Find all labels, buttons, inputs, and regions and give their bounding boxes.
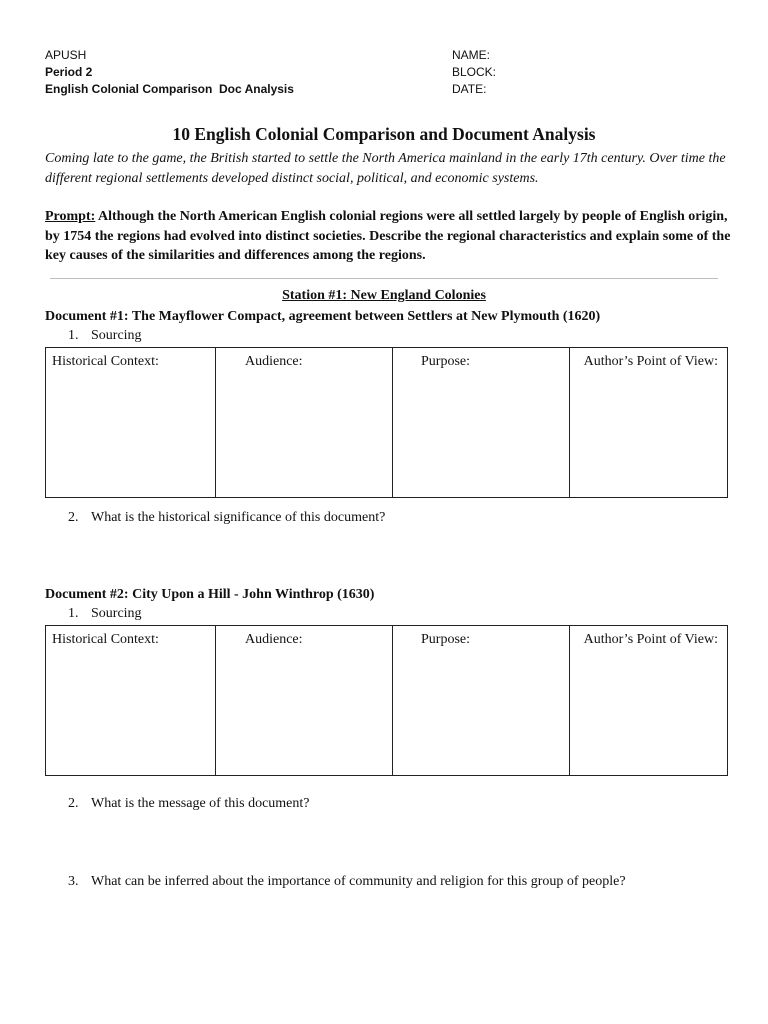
audience-cell[interactable] (216, 348, 393, 498)
intro-text: Coming late to the game, the British started to settle the North America mainland in the early 17th century. Over time the different regional settlements developed distinct social, political, and economic systems. (45, 151, 726, 186)
sourcing-label: Sourcing (91, 606, 142, 621)
audience-label: Audience: (245, 354, 303, 369)
document-2-sourcing-table (45, 625, 728, 776)
purpose-label: Purpose: (421, 632, 470, 647)
header-left (45, 47, 294, 98)
historical-context-cell[interactable] (46, 348, 216, 498)
question-text: What can be inferred about the importance of community and religion for this group of people? (91, 874, 626, 889)
document-1-sourcing-table (45, 347, 728, 498)
document-1-question-2 (68, 510, 728, 528)
document-2-question-2 (68, 796, 728, 814)
period-label: Period 2 (45, 65, 93, 79)
header-right (452, 47, 496, 98)
sourcing-label: Sourcing (91, 328, 142, 343)
list-number: 1. (68, 328, 79, 343)
date-field-label: DATE: (452, 82, 487, 96)
list-number: 2. (68, 796, 79, 811)
audience-cell[interactable] (216, 626, 393, 776)
section-divider (50, 278, 718, 279)
author-pov-cell[interactable] (570, 626, 728, 776)
document-1-title: Document #1: The Mayflower Compact, agreement between Settlers at New Plymouth (1620) (45, 309, 601, 324)
page-title: 10 English Colonial Comparison and Document Analysis (172, 124, 596, 144)
name-field-label: NAME: (452, 48, 491, 62)
station-heading: Station #1: New England Colonies (282, 288, 486, 303)
author-pov-label: Author’s Point of View: (583, 632, 718, 647)
prompt-paragraph (45, 207, 735, 266)
author-pov-cell[interactable] (570, 348, 728, 498)
historical-context-cell[interactable] (46, 626, 216, 776)
list-number: 3. (68, 874, 79, 889)
block-field-label: BLOCK: (452, 65, 497, 79)
prompt-label: Prompt: (45, 209, 96, 224)
historical-context-label: Historical Context: (52, 354, 159, 369)
assignment-label: English Colonial Comparison Doc Analysis (45, 82, 294, 96)
document-2-sourcing-item (68, 606, 268, 624)
question-text: What is the message of this document? (91, 796, 310, 811)
purpose-cell[interactable] (393, 626, 570, 776)
purpose-cell[interactable] (393, 348, 570, 498)
document-2-question-3 (68, 874, 728, 892)
list-number: 2. (68, 510, 79, 525)
prompt-text: Although the North American English colonial regions were all settled largely by people of English origin, by 1754 the regions had evolved into distinct societies. Describe the regional characteristics and explain some of the key causes of the similarities and differences among the regions. (45, 209, 731, 263)
list-number: 1. (68, 606, 79, 621)
document-2-title: Document #2: City Upon a Hill - John Winthrop (1630) (45, 587, 375, 602)
purpose-label: Purpose: (421, 354, 470, 369)
author-pov-label: Author’s Point of View: (583, 354, 718, 369)
historical-context-label: Historical Context: (52, 632, 159, 647)
course-label: APUSH (45, 48, 87, 62)
audience-label: Audience: (245, 632, 303, 647)
question-text: What is the historical significance of this document? (91, 510, 386, 525)
document-1-sourcing-item (68, 328, 268, 346)
